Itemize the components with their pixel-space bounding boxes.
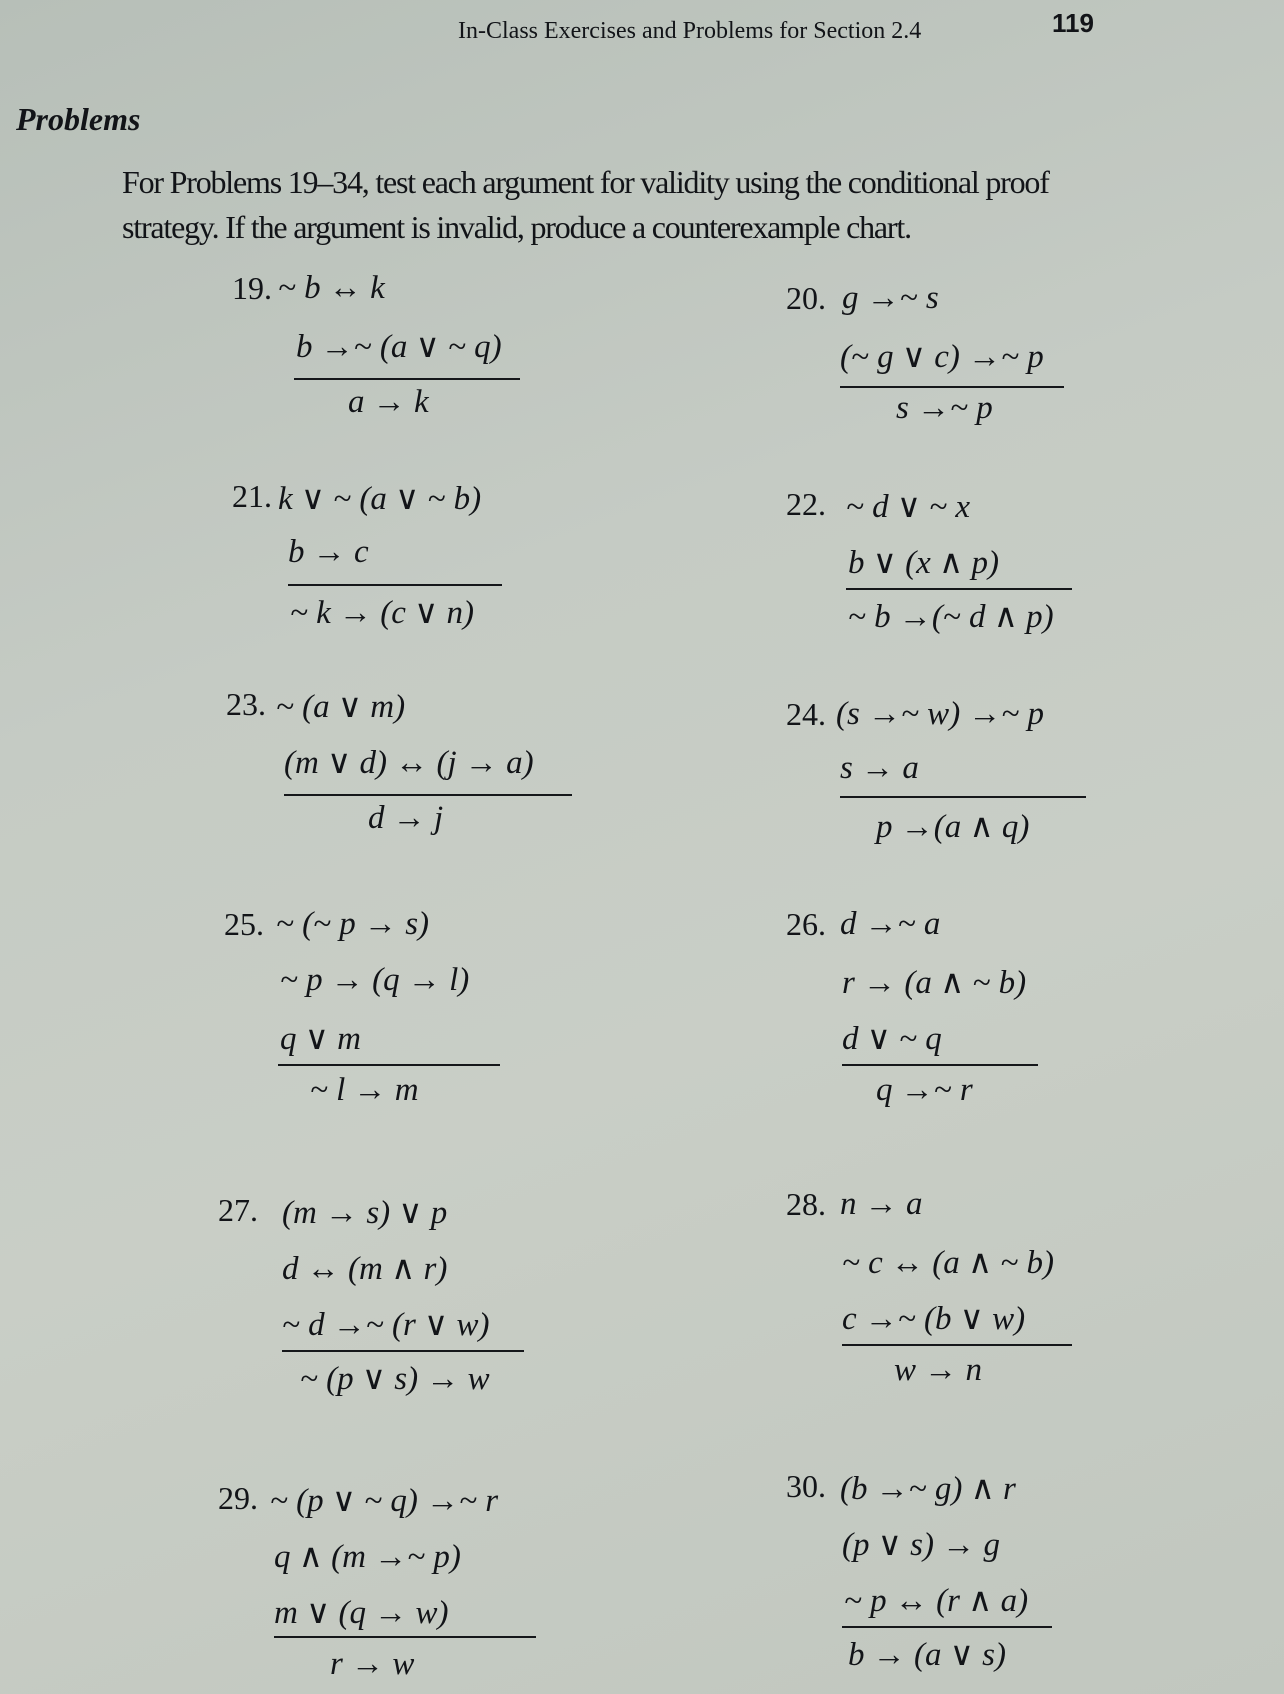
problem-number: 22. <box>786 486 826 522</box>
problem-number: 30. <box>786 1468 826 1504</box>
problem-number: 27. <box>218 1192 258 1228</box>
inference-line <box>274 1636 536 1638</box>
conclusion: w → n <box>894 1352 983 1388</box>
inference-line <box>842 1626 1052 1628</box>
premise: ~ d →~ (r ∨ w) <box>282 1307 490 1343</box>
instructions: For Problems 19–34, test each argument for validity using the conditional proof strategy. If the argument is invalid, produce a counterexample chart. <box>122 164 1049 245</box>
problem-number: 29. <box>218 1480 258 1516</box>
premise: (~ g ∨ c) →~ p <box>840 339 1044 375</box>
premise: r → (a ∧ ~ b) <box>842 965 1027 1001</box>
running-head: In-Class Exercises and Problems for Section 2.4 <box>458 18 922 44</box>
inference-line <box>284 794 572 796</box>
conclusion: r → w <box>330 1646 415 1682</box>
conclusion: ~ (p ∨ s) → w <box>300 1361 490 1397</box>
premise: (b →~ g) ∧ r <box>840 1471 1016 1507</box>
premise: m ∨ (q → w) <box>274 1595 449 1631</box>
conclusion: ~ b →(~ d ∧ p) <box>848 599 1054 635</box>
premise: c →~ (b ∨ w) <box>842 1301 1026 1337</box>
problem-number: 23. <box>226 686 266 722</box>
inference-line <box>840 796 1086 798</box>
inference-line <box>842 1344 1072 1346</box>
inference-line <box>846 588 1072 590</box>
conclusion: a → k <box>348 384 429 420</box>
premise: ~ d ∨ ~ x <box>846 489 971 525</box>
premise: g →~ s <box>842 280 939 316</box>
premise: ~ p → (q → l) <box>280 962 470 998</box>
problem-number: 20. <box>786 280 826 316</box>
premise: ~ c ↔ (a ∧ ~ b) <box>842 1245 1054 1281</box>
problem-number: 25. <box>224 906 264 942</box>
premise: (s →~ w) →~ p <box>836 696 1045 732</box>
problem-number: 19. <box>232 270 272 306</box>
premise: ~ (~ p → s) <box>276 906 430 942</box>
section-heading: Problems <box>16 101 141 137</box>
conclusion: b → (a ∨ s) <box>848 1637 1006 1673</box>
premise: k ∨ ~ (a ∨ ~ b) <box>278 481 482 517</box>
conclusion: q →~ r <box>876 1072 973 1108</box>
premise: ~ (a ∨ m) <box>276 689 406 725</box>
inference-line <box>288 584 502 586</box>
problem-number: 24. <box>786 696 826 732</box>
problem-number: 26. <box>786 906 826 942</box>
inference-line <box>840 386 1064 388</box>
premise: ~ p ↔ (r ∧ a) <box>844 1583 1029 1619</box>
page-number: 119 <box>1052 8 1094 38</box>
inference-line <box>842 1064 1038 1066</box>
conclusion: s →~ p <box>896 390 993 426</box>
premise: d →~ a <box>840 906 941 942</box>
conclusion: p →(a ∧ q) <box>876 809 1030 845</box>
conclusion: ~ k → (c ∨ n) <box>290 595 475 631</box>
inference-line <box>278 1064 500 1066</box>
premise: ~ (p ∨ ~ q) →~ r <box>270 1483 499 1519</box>
inference-line <box>294 378 520 380</box>
conclusion: ~ l → m <box>310 1072 419 1108</box>
premise: s → a <box>840 750 919 786</box>
premise: (p ∨ s) → g <box>842 1527 1000 1563</box>
premise: d ↔ (m ∧ r) <box>282 1251 448 1287</box>
premise: (m → s) ∨ p <box>282 1195 448 1231</box>
premise: ~ b ↔ k <box>278 270 385 306</box>
premise: d ∨ ~ q <box>842 1021 942 1057</box>
premise: q ∧ (m →~ p) <box>274 1539 461 1575</box>
inference-line <box>282 1350 524 1352</box>
premise: b ∨ (x ∧ p) <box>848 545 999 581</box>
premise: q ∨ m <box>280 1021 361 1057</box>
premise: b → c <box>288 534 369 570</box>
problem-number: 28. <box>786 1186 826 1222</box>
conclusion: d → j <box>368 800 444 836</box>
problem-number: 21. <box>232 478 272 514</box>
premise: (m ∨ d) ↔ (j → a) <box>284 745 534 781</box>
premise: n → a <box>840 1186 923 1222</box>
premise: b →~ (a ∨ ~ q) <box>296 329 502 365</box>
